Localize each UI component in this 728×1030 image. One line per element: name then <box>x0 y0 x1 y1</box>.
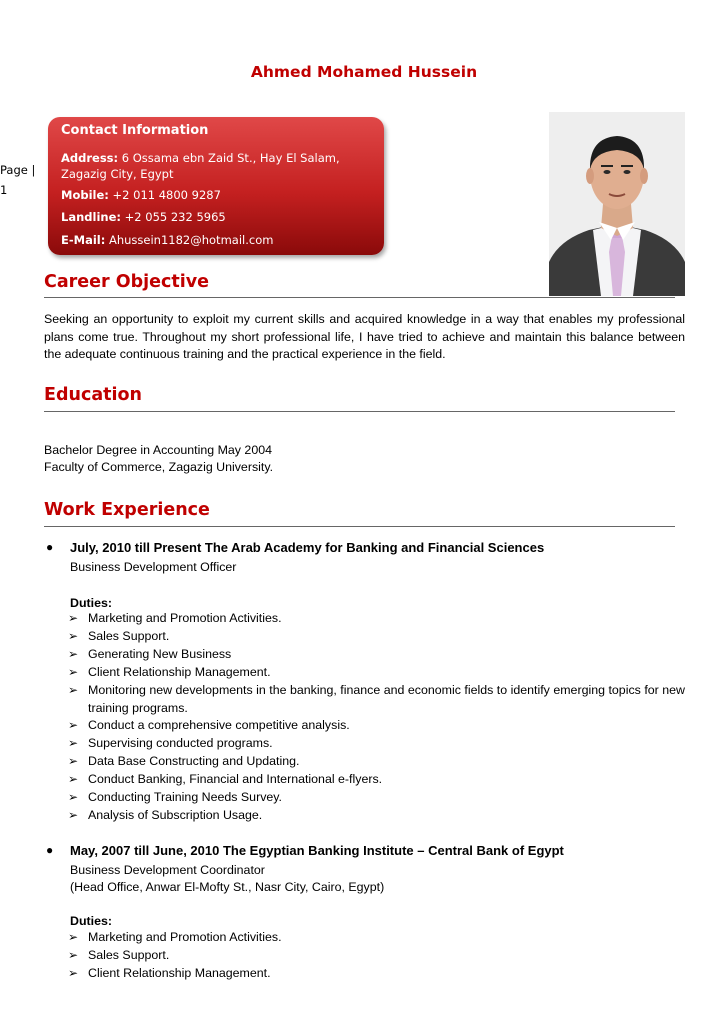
arrow-bullet-icon: ➢ <box>68 754 79 768</box>
profile-photo <box>549 112 685 296</box>
duty-item: ➢ Monitoring new developments in the banking, finance and economic fields to identify emerging topics for new training programs. <box>68 683 685 715</box>
landline-value: +2 055 232 5965 <box>124 210 226 224</box>
arrow-bullet-icon: ➢ <box>68 611 79 625</box>
page-number: 1 <box>0 183 8 197</box>
arrow-bullet-icon: ➢ <box>68 665 79 679</box>
arrow-bullet-icon: ➢ <box>68 948 79 962</box>
contact-address <box>61 150 371 182</box>
arrow-bullet-icon: ➢ <box>68 966 79 980</box>
mobile-label: Mobile: <box>61 188 109 202</box>
mobile-value: +2 011 4800 9287 <box>112 188 221 202</box>
resume-name: Ahmed Mohamed Hussein <box>250 63 478 81</box>
address-line2: Zagazig City, Egypt <box>61 167 174 181</box>
duty-item: ➢ Supervising conducted programs. <box>68 735 685 753</box>
duty-item: ➢ Data Base Constructing and Updating. <box>68 753 685 771</box>
education-degree: Bachelor Degree in Accounting May 2004 <box>44 443 272 457</box>
job-title: July, 2010 till Present The Arab Academy for Banking and Financial Sciences <box>70 540 545 555</box>
arrow-bullet-icon: ➢ <box>68 808 79 822</box>
arrow-bullet-icon: ➢ <box>68 683 79 697</box>
contact-email <box>61 232 371 248</box>
page-label: Page | <box>0 163 36 177</box>
career-objective-heading: Career Objective <box>44 272 210 292</box>
work-divider <box>44 526 675 527</box>
duty-item: ➢ Conducting Training Needs Survey. <box>68 789 685 807</box>
landline-label: Landline: <box>61 210 121 224</box>
arrow-bullet-icon: ➢ <box>68 790 79 804</box>
contact-info-box <box>48 117 384 255</box>
duty-item: ➢ Sales Support. <box>68 947 685 965</box>
duty-item: ➢ Conduct Banking, Financial and International e-flyers. <box>68 771 685 789</box>
page-indicator <box>0 160 35 200</box>
job-location: (Head Office, Anwar El-Mofty St., Nasr City, Cairo, Egypt) <box>70 880 385 894</box>
work-experience-heading: Work Experience <box>44 500 210 520</box>
career-divider <box>44 297 675 298</box>
duty-item: ➢ Analysis of Subscription Usage. <box>68 807 685 825</box>
duty-item: ➢ Conduct a comprehensive competitive analysis. <box>68 717 685 735</box>
email-value[interactable]: Ahussein1182@hotmail.com <box>108 233 274 247</box>
job-bullet: ● <box>46 540 54 554</box>
duty-item: ➢ Generating New Business <box>68 646 685 664</box>
job-position: Business Development Coordinator <box>70 863 265 877</box>
duty-item: ➢ Marketing and Promotion Activities. <box>68 610 685 628</box>
email-label: E-Mail: <box>61 233 106 247</box>
duty-item: ➢ Sales Support. <box>68 628 685 646</box>
arrow-bullet-icon: ➢ <box>68 647 79 661</box>
address-line1: 6 Ossama ebn Zaid St., Hay El Salam, <box>121 151 340 165</box>
duties-label: Duties: <box>70 596 112 610</box>
arrow-bullet-icon: ➢ <box>68 772 79 786</box>
arrow-bullet-icon: ➢ <box>68 718 79 732</box>
education-faculty: Faculty of Commerce, Zagazig University. <box>44 460 274 474</box>
career-objective-text: Seeking an opportunity to exploit my current skills and acquired knowledge in a way that enables my professional plans come true. Throughout my short professional life, I have tried to achieve and maintain this balance between the adequate continuous training and the practical experience in the field. <box>44 312 685 361</box>
duty-item: ➢ Marketing and Promotion Activities. <box>68 929 685 947</box>
job-bullet: ● <box>46 843 54 857</box>
contact-heading: Contact Information <box>61 123 209 138</box>
duty-item: ➢ Client Relationship Management. <box>68 664 685 682</box>
address-label: Address: <box>61 151 119 165</box>
education-divider <box>44 411 675 412</box>
arrow-bullet-icon: ➢ <box>68 736 79 750</box>
duties-label: Duties: <box>70 914 112 928</box>
duty-item: ➢ Client Relationship Management. <box>68 965 685 983</box>
contact-landline <box>61 209 371 225</box>
profile-photo-drawing <box>549 112 685 296</box>
contact-mobile <box>61 187 371 203</box>
education-heading: Education <box>44 385 142 405</box>
arrow-bullet-icon: ➢ <box>68 629 79 643</box>
job-title: May, 2007 till June, 2010 The Egyptian Banking Institute – Central Bank of Egypt <box>70 843 564 858</box>
job-position: Business Development Officer <box>70 560 237 574</box>
arrow-bullet-icon: ➢ <box>68 930 79 944</box>
